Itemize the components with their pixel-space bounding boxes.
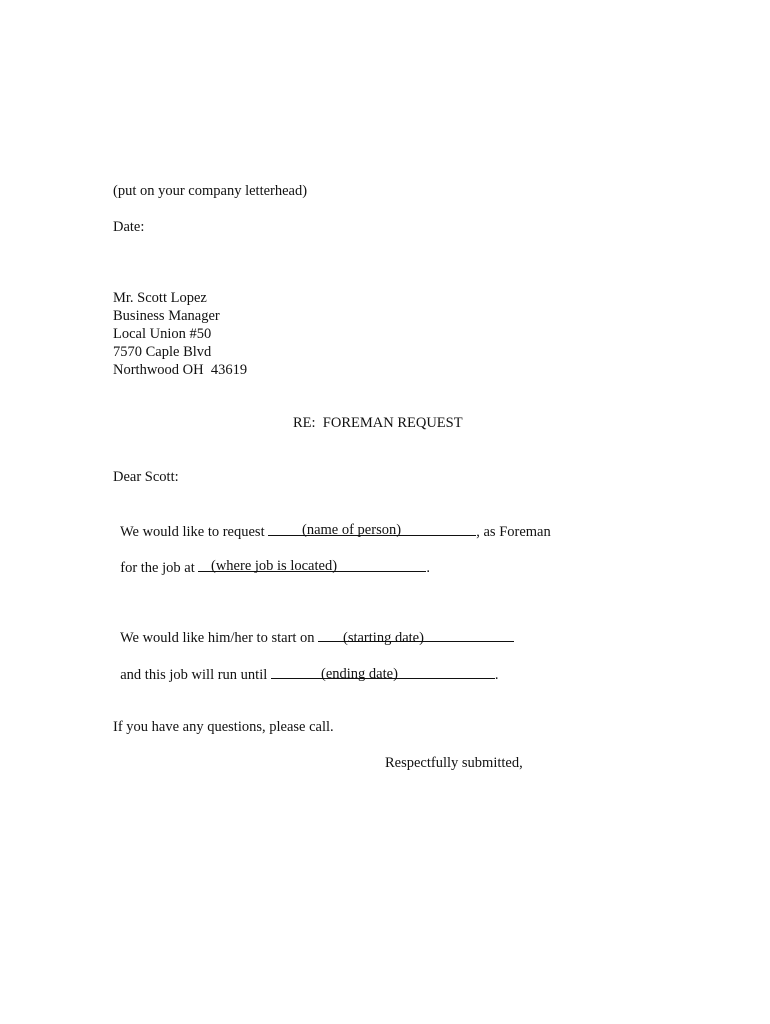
letterhead-note: (put on your company letterhead) — [113, 183, 308, 199]
end-date-suffix: . — [494, 667, 499, 683]
person-name-hint: (name of person) — [302, 522, 402, 538]
recipient-name: Mr. Scott Lopez — [113, 290, 207, 306]
recipient-title: Business Manager — [113, 308, 220, 324]
job-location-hint: (where job is located) — [211, 558, 338, 574]
end-date-prefix: and this job will run until — [120, 667, 271, 683]
end-date-line — [113, 647, 499, 684]
recipient-city: Northwood OH 43619 — [113, 362, 248, 378]
recipient-org: Local Union #50 — [113, 326, 212, 342]
salutation: Dear Scott: — [113, 469, 179, 485]
recipient-street: 7570 Caple Blvd — [113, 344, 212, 360]
request-prefix: We would like to request — [120, 524, 269, 540]
job-location-suffix: . — [426, 560, 430, 576]
signoff: Respectfully submitted, — [385, 755, 523, 771]
date-label: Date: — [113, 219, 145, 235]
request-suffix: , as Foreman — [476, 524, 551, 540]
start-date-prefix: We would like him/her to start on — [120, 630, 319, 646]
subject-line: RE: FOREMAN REQUEST — [293, 415, 463, 431]
start-date-hint: (starting date) — [343, 630, 424, 646]
start-date-line — [113, 610, 514, 647]
closing-line: If you have any questions, please call. — [113, 719, 334, 735]
end-date-hint: (ending date) — [321, 666, 398, 682]
job-location-prefix: for the job at — [120, 560, 199, 576]
